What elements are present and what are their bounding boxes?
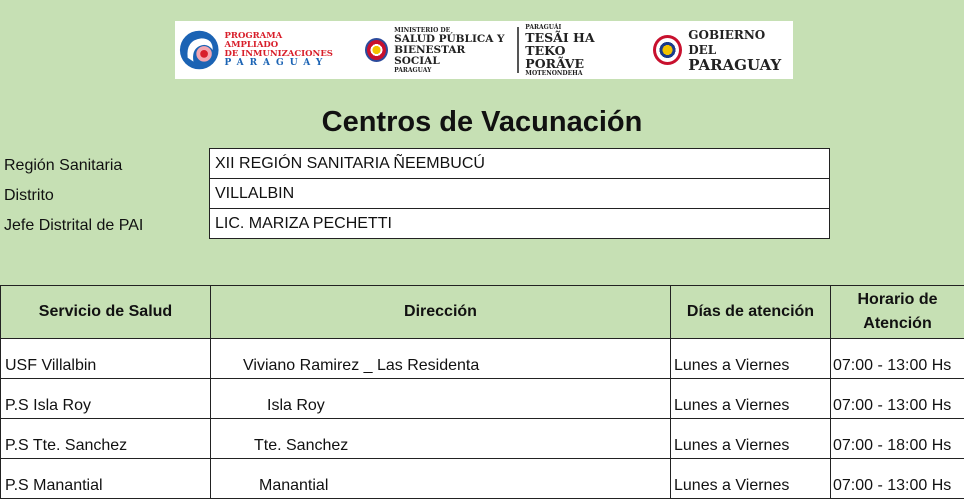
cell-dias: Lunes a Viernes	[671, 339, 831, 379]
gobierno-line2: PARAGUAY	[688, 58, 793, 73]
ministerio-line1: SALUD PÚBLICA Y	[394, 34, 509, 45]
vaccination-centers-table	[0, 285, 964, 499]
gobierno-logo	[635, 21, 793, 79]
ministerio-sub: PARAGUAY	[394, 67, 509, 74]
pai-logo	[175, 21, 335, 79]
pai-line1: PROGRAMA AMPLIADO	[224, 32, 335, 50]
pai-line2: DE INMUNIZACIONES	[224, 50, 335, 59]
national-seal-icon	[365, 38, 388, 62]
header-direccion: Dirección	[211, 286, 671, 339]
cell-direccion: Viviano Ramirez _ Las Residenta	[211, 339, 671, 379]
pai-emblem-icon	[178, 28, 220, 72]
cell-horario: 07:00 - 13:00 Hs	[831, 339, 964, 379]
government-seal-icon	[653, 35, 682, 65]
cell-direccion: Manantial	[211, 459, 671, 499]
teko-sub: MOTENONDEHA	[525, 70, 635, 77]
cell-horario: 07:00 - 13:00 Hs	[831, 459, 964, 499]
header-horario: Horario de Atención	[831, 286, 964, 339]
ministerio-line2: BIENESTAR SOCIAL	[394, 45, 509, 67]
cell-servicio: P.S Manantial	[1, 459, 211, 499]
teko-logo	[519, 21, 635, 79]
cell-dias: Lunes a Viernes	[671, 459, 831, 499]
teko-line2: PORÃVE	[525, 57, 635, 70]
header-servicio: Servicio de Salud	[1, 286, 211, 339]
table-header-row	[1, 286, 964, 339]
region-value: XII REGIÓN SANITARIA ÑEEMBUCÚ	[209, 148, 830, 179]
header-dias: Días de atención	[671, 286, 831, 339]
distrito-value: VILLALBIN	[209, 178, 830, 209]
cell-servicio: USF Villalbin	[1, 339, 211, 379]
cell-servicio: P.S Isla Roy	[1, 379, 211, 419]
jefe-value: LIC. MARIZA PECHETTI	[209, 208, 830, 239]
cell-horario: 07:00 - 18:00 Hs	[831, 419, 964, 459]
cell-servicio: P.S Tte. Sanchez	[1, 419, 211, 459]
table-row	[1, 379, 964, 419]
cell-dias: Lunes a Viernes	[671, 419, 831, 459]
logo-banner	[175, 21, 793, 79]
table-row	[1, 419, 964, 459]
table-row	[1, 339, 964, 379]
jefe-label: Jefe Distrital de PAI	[4, 217, 143, 235]
ministerio-small: MINISTERIO DE	[394, 27, 509, 34]
gobierno-line1: GOBIERNO DEL	[688, 28, 793, 58]
distrito-label: Distrito	[4, 187, 54, 205]
cell-dias: Lunes a Viernes	[671, 379, 831, 419]
cell-direccion: Isla Roy	[211, 379, 671, 419]
cell-horario: 07:00 - 13:00 Hs	[831, 379, 964, 419]
region-label: Región Sanitaria	[4, 157, 122, 175]
pai-line3: PARAGUAY	[224, 59, 335, 68]
table-row	[1, 459, 964, 499]
page-title: Centros de Vacunación	[0, 106, 964, 139]
teko-small: PARAGUÁI	[525, 24, 635, 31]
teko-line1: TESÃI HA TEKO	[525, 31, 635, 57]
ministerio-logo	[335, 21, 509, 79]
cell-direccion: Tte. Sanchez	[211, 419, 671, 459]
